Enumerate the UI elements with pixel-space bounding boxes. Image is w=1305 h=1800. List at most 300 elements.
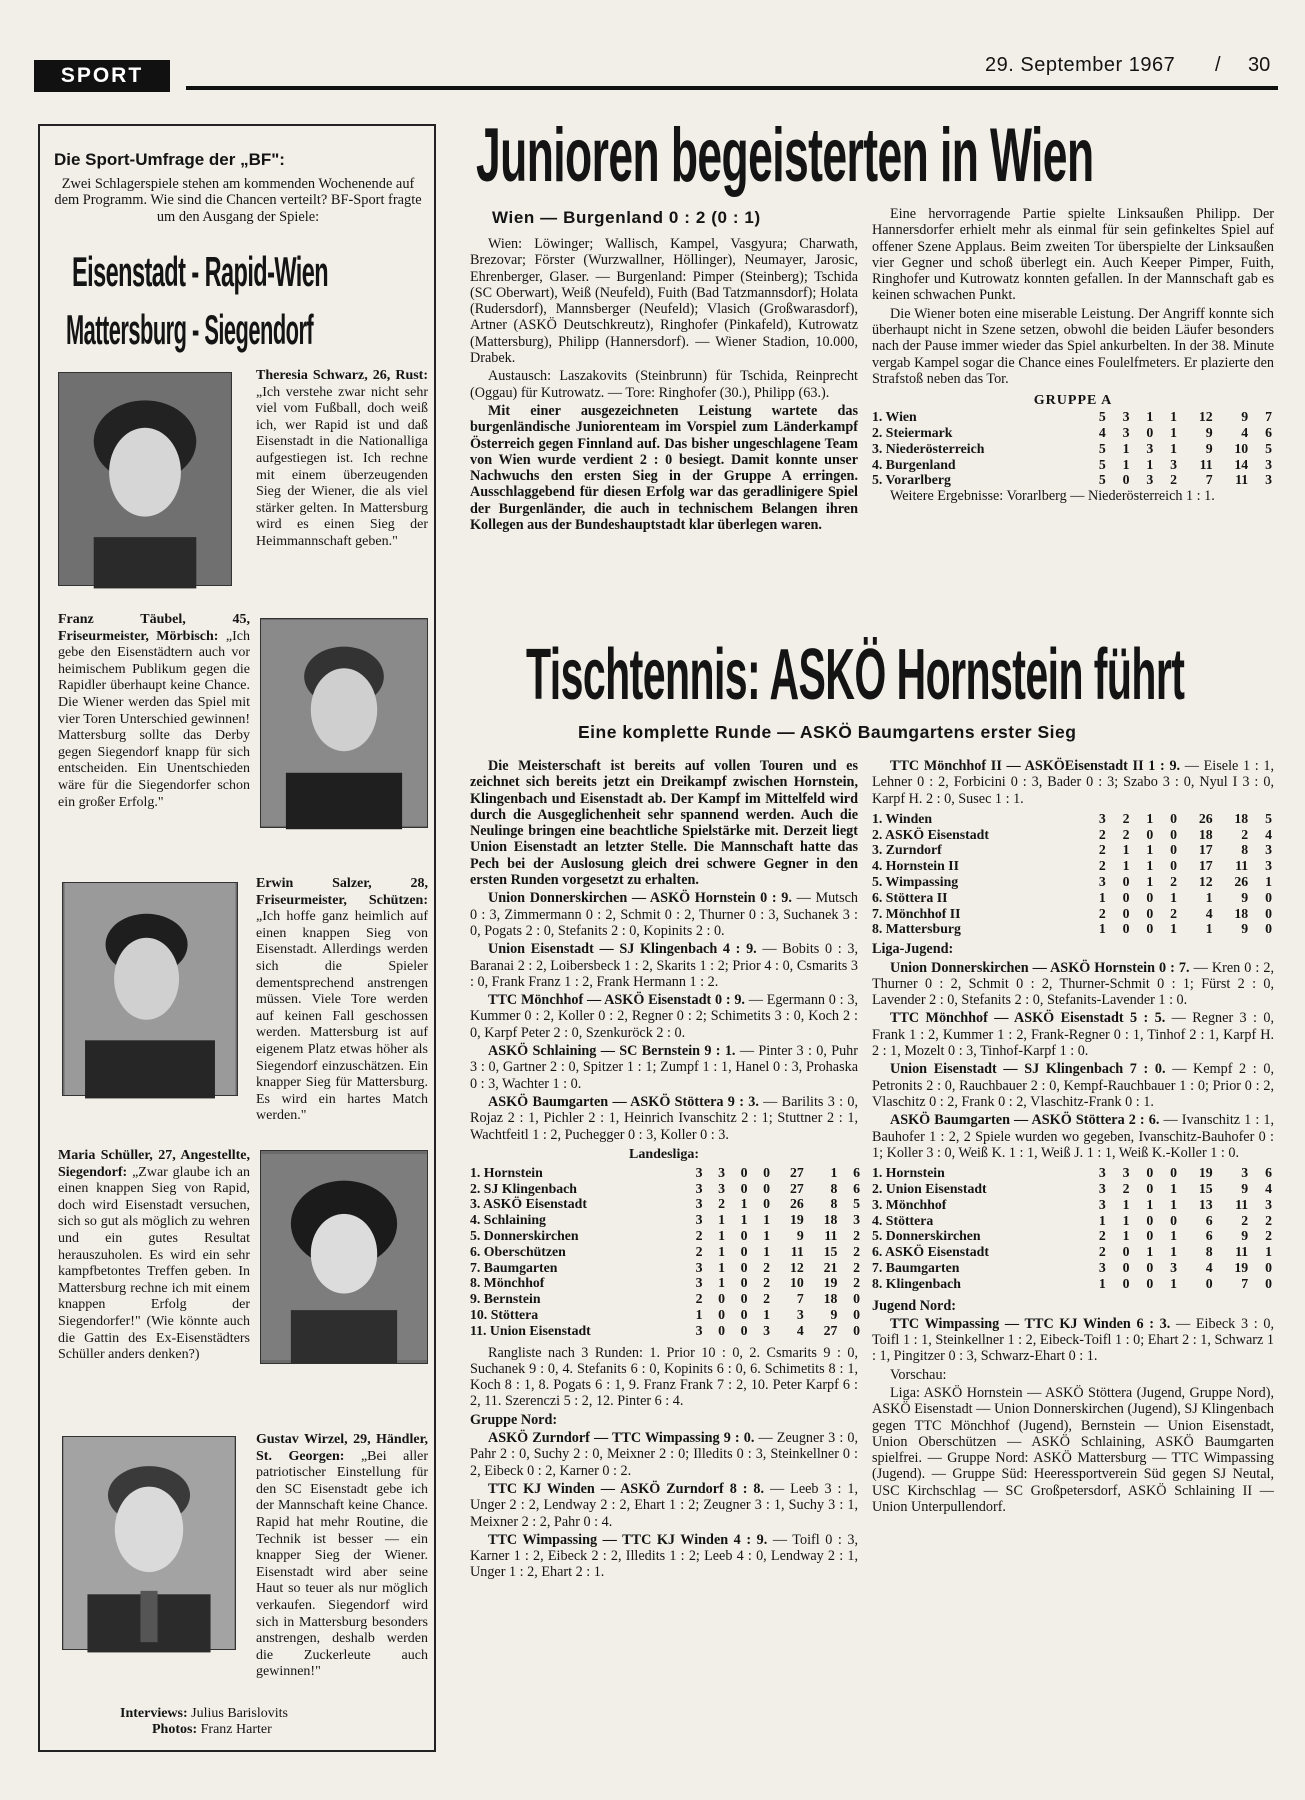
standings-value: 1 — [1170, 1180, 1178, 1196]
match-report — [470, 890, 858, 939]
standings-value: 1 — [1205, 889, 1213, 905]
standings-value: 3 — [763, 1322, 771, 1338]
standings-value: 27 — [789, 1164, 804, 1180]
team-name: 7. Mönchhof II — [872, 905, 961, 921]
standings-value: 5 — [1098, 409, 1106, 425]
standings-value: 9 — [830, 1307, 838, 1322]
standings-value: 1 — [1146, 1244, 1154, 1260]
entry-4-label: Maria Schüller, 27, Angestellte, Siegendorf: — [58, 1148, 250, 1180]
standings-value: 0 — [853, 1322, 860, 1338]
standings-value: 0 — [1265, 889, 1272, 905]
standings-value: 0 — [763, 1180, 771, 1196]
standings-value: 1 — [1146, 858, 1154, 874]
standings-value: 7 — [1241, 1275, 1249, 1291]
photo-gustav-wirzel — [62, 1436, 236, 1650]
gruppe-a-title: GRUPPE A — [1033, 393, 1113, 409]
entry-4 — [58, 1148, 250, 1414]
match-report — [470, 941, 858, 990]
standings-value: 1 — [718, 1212, 726, 1228]
team-name: 2. SJ Klingenbach — [470, 1180, 577, 1196]
standings-value: 3 — [1146, 440, 1154, 456]
team-name: 1. Hornstein — [470, 1164, 543, 1180]
standings-value: 0 — [1146, 1180, 1154, 1196]
standings-value: 8 — [830, 1180, 838, 1196]
standings-value: 1 — [1098, 889, 1106, 905]
match-report — [872, 1112, 1274, 1161]
standings-value: 1 — [1122, 1212, 1130, 1228]
standings-value: 1 — [1098, 1275, 1106, 1291]
standings-row — [872, 441, 1272, 457]
match-text: — Mutsch 0 : 3, Zimmermann 0 : 2, Schmit 0 : 2, Thurner 0 : 3, Suchanek 3 : 0, Pogats 2 : 0, Stefanits 2 : 0, Kopinits 2 : 0. — [470, 890, 859, 939]
standings-value: 1 — [763, 1228, 771, 1244]
tt-rangliste: Rangliste nach 3 Runden: 1. Prior 10 : 0, 2. Csmarits 9 : 0, Suchanek 9 : 0, 4. Stefanits 6 : 0, Kopinits 6 : 0, 6. Schimetits 8 : 1, Koch 8 : 1, 8. Pogats 6 : 1, 9. Franz Frank 7 : 2, 10. Peter Karpf 6 : 2, 11. Szerenczi 5 : 2, 12. Pinter 6 : 4. — [470, 1344, 858, 1410]
standings-value: 2 — [853, 1228, 860, 1244]
match-head: Union Eisenstadt — SJ Klingenbach 4 : 9. — [488, 941, 757, 958]
standings-value: 1 — [1170, 1275, 1178, 1291]
standings-row — [872, 811, 1272, 827]
junioren-weitere: Weitere Ergebnisse: Vorarlberg — Niederösterreich 1 : 1. — [890, 488, 1215, 505]
standings-value: 3 — [1265, 1196, 1272, 1212]
standings-value: 0 — [1146, 921, 1154, 937]
standings-value: 0 — [1122, 889, 1130, 905]
standings-value: 1 — [1265, 1244, 1272, 1260]
team-name: 2. Union Eisenstadt — [872, 1180, 987, 1196]
standings-value: 6 — [1205, 1212, 1213, 1228]
match-head: TTC KJ Winden — ASKÖ Zurndorf 8 : 8. — [488, 1480, 765, 1497]
standings-value: 0 — [1205, 1275, 1213, 1291]
standings-value: 11 — [1199, 456, 1213, 472]
team-name: 3. ASKÖ Eisenstadt — [470, 1196, 587, 1212]
liga-jugend-label: Liga-Jugend: — [872, 941, 954, 958]
standings-value: 2 — [763, 1259, 771, 1275]
standings-value: 3 — [695, 1275, 703, 1291]
standings-value: 5 — [1098, 440, 1106, 456]
match-text: — Regner 3 : 0, Frank 1 : 2, Kummer 1 : 2, Frank-Regner 0 : 1, Tinhof 2 : 1, Karpf H. 2 : 1, Mozelt 0 : 3, Tinhof-Karpf 1 : 0. — [872, 1010, 1274, 1060]
standings-value: 0 — [1146, 1275, 1154, 1291]
standings-value: 1 — [1122, 440, 1130, 456]
standings-row — [872, 472, 1272, 488]
standings-row — [872, 1244, 1272, 1260]
standings-value: 1 — [1170, 1244, 1178, 1260]
team-name: 1. Hornstein — [872, 1165, 945, 1181]
standings-row — [470, 1181, 860, 1197]
standings-value: 1 — [1146, 1196, 1154, 1212]
standings-value: 7 — [796, 1291, 804, 1307]
match-text: — Barilits 3 : 0, Rojaz 2 : 1, Pichler 2 : 1, Heinrich Ivanschitz 2 : 1; Stuttner 2 : 1, Wachtfeitl 1 : 2, Puchegger 0 : 3, Koller 0 : 3. — [470, 1093, 858, 1143]
standings-value: 11 — [1235, 1244, 1249, 1260]
standings-value: 2 — [1170, 472, 1178, 488]
standings-row — [872, 409, 1272, 425]
standings-value: 0 — [1122, 472, 1130, 488]
standings-value: 0 — [1146, 826, 1154, 842]
standings-value: 2 — [1241, 826, 1249, 842]
standings-value: 4 — [1241, 425, 1249, 441]
standings-value: 5 — [1265, 440, 1272, 456]
standings-value: 11 — [1235, 472, 1249, 488]
standings-value: 3 — [796, 1307, 804, 1322]
standings-value: 0 — [1265, 905, 1272, 921]
standings-value: 0 — [718, 1291, 726, 1307]
standings-value: 2 — [853, 1243, 860, 1259]
standings-value: 0 — [1122, 905, 1130, 921]
standings-value: 14 — [1234, 456, 1249, 472]
standings-value: 3 — [695, 1196, 703, 1212]
nord-table — [872, 811, 1272, 937]
junioren-col-1 — [470, 236, 858, 534]
standings-row — [872, 890, 1272, 906]
standings-value: 0 — [1170, 842, 1178, 858]
match-head: Union Donnerskirchen — ASKÖ Hornstein 0 : 9. — [488, 890, 792, 907]
entry-5-text: „Bei aller patriotischer Einstellung für den SC Eisenstadt gebe ich der Mannschaft keine Chance. Rapid hat mehr Routine, die Technik ist besser — ein knapper Sieg der Wiener. Eisenstadt wird aber seine Haut so teuer als nur möglich verkaufen. Siegendorf wird sich in Mattersburg besonders anstrengen, deshalb werden die Zuckerleute auch gewinnen!" — [256, 1448, 429, 1680]
standings-value: 1 — [718, 1228, 726, 1244]
standings-value: 3 — [1098, 1196, 1106, 1212]
standings-value: 3 — [1170, 1259, 1178, 1275]
jugend-nord-match — [872, 1316, 1274, 1365]
standings-value: 0 — [1122, 1244, 1130, 1260]
standings-value: 3 — [1265, 472, 1272, 488]
junioren-headline: Junioren begeisterten in Wien — [476, 113, 1094, 198]
photo-franz-taeubel — [260, 618, 428, 828]
standings-value: 27 — [823, 1322, 838, 1338]
tt-col-1 — [470, 758, 858, 1758]
standings-row — [470, 1244, 860, 1260]
standings-value: 1 — [740, 1196, 748, 1212]
standings-value: 0 — [1122, 921, 1130, 937]
standings-value: 0 — [718, 1307, 726, 1322]
match-report — [470, 1430, 858, 1479]
standings-value: 9 — [1205, 440, 1213, 456]
team-name: 2. ASKÖ Eisenstadt — [872, 826, 989, 842]
standings-value: 6 — [1265, 1165, 1272, 1181]
entry-1-label: Theresia Schwarz, 26, Rust: — [256, 368, 428, 383]
standings-value: 1 — [718, 1259, 726, 1275]
standings-value: 17 — [1198, 842, 1213, 858]
standings-value: 2 — [718, 1196, 726, 1212]
standings-value: 19 — [1234, 1259, 1249, 1275]
match-text: — Bobits 0 : 3, Baranai 2 : 2, Loibersbeck 1 : 2, Skarits 1 : 2; Prior 4 : 0, Csmarits 3 : 0, Frank Franz 1 : 2, Frank Hermann 1 : 2. — [470, 941, 858, 990]
standings-value: 0 — [1146, 1212, 1154, 1228]
standings-row — [872, 1260, 1272, 1276]
standings-value: 1 — [1170, 409, 1178, 425]
entry-4-text: „Zwar glaube ich an einen knappen Sieg von Rapid, doch wird Eisenstadt versuchen, sich so gut als möglich zu wehren und ein gutes Resultat herauszuholen. Es wird ein sehr kampfbetontes Treffen geben. In Mattersburg rechne ich mit einem knappen Erfolg der Siegendorfer!" (Wie könnte auch die Gattin des Ex-Eisenstädters Schüller anders denken?) — [58, 1164, 251, 1363]
standings-value: 11 — [1235, 1196, 1249, 1212]
standings-value: 4 — [1205, 1259, 1213, 1275]
standings-value: 0 — [1170, 810, 1178, 826]
standings-value: 2 — [695, 1243, 703, 1259]
standings-value: 2 — [695, 1228, 703, 1244]
standings-value: 3 — [1170, 456, 1178, 472]
standings-value: 3 — [1122, 425, 1130, 441]
standings-value: 2 — [1098, 826, 1106, 842]
team-name: 4. Hornstein II — [872, 858, 960, 874]
standings-value: 1 — [1146, 409, 1154, 425]
standings-value: 27 — [789, 1180, 804, 1196]
standings-value: 9 — [1241, 921, 1249, 937]
team-name: 5. Donnerskirchen — [470, 1228, 579, 1244]
entry-3 — [256, 876, 428, 1124]
standings-value: 1 — [763, 1243, 771, 1259]
standings-value: 0 — [763, 1164, 771, 1180]
standings-value: 0 — [763, 1196, 771, 1212]
standings-value: 17 — [1198, 858, 1213, 874]
photo-erwin-salzer — [62, 882, 238, 1096]
team-name: 8. Klingenbach — [872, 1275, 961, 1291]
standings-value: 10 — [789, 1275, 804, 1291]
standings-value: 2 — [1098, 1244, 1106, 1260]
standings-value: 3 — [1098, 874, 1106, 890]
standings-row — [470, 1228, 860, 1244]
junioren-col-2 — [872, 206, 1274, 507]
standings-value: 8 — [1241, 842, 1249, 858]
standings-value: 9 — [1205, 425, 1213, 441]
standings-value: 0 — [1146, 905, 1154, 921]
standings-value: 0 — [1170, 826, 1178, 842]
standings-value: 0 — [1170, 1212, 1178, 1228]
match-report — [470, 1532, 858, 1581]
standings-value: 18 — [1234, 810, 1249, 826]
standings-value: 3 — [1098, 1165, 1106, 1181]
standings-value: 3 — [1265, 456, 1272, 472]
standings-value: 1 — [1265, 874, 1272, 890]
entry-2 — [58, 612, 250, 848]
page-number: 30 — [1248, 54, 1271, 76]
standings-value: 7 — [1205, 472, 1213, 488]
standings-value: 4 — [1098, 425, 1106, 441]
standings-value: 0 — [1146, 889, 1154, 905]
standings-value: 0 — [853, 1307, 860, 1322]
header-rule — [186, 86, 1278, 90]
standings-value: 26 — [1234, 874, 1249, 890]
standings-value: 12 — [1198, 409, 1213, 425]
standings-row — [872, 1276, 1272, 1292]
standings-row — [470, 1275, 860, 1291]
standings-value: 15 — [1198, 1180, 1213, 1196]
standings-row — [470, 1291, 860, 1307]
standings-value: 3 — [695, 1164, 703, 1180]
match-text: — Ivanschitz 1 : 1, Bauhofer 1 : 2, 2 Spiele wurden wo gegeben, Ivanschitz-Bauhofer 0 : 1; Koller 3 : 0, Weiß K. 1 : 1, Weiß J. 1 : 1, Weiß K.-Koller 1 : 0. — [872, 1112, 1274, 1161]
standings-value: 1 — [763, 1307, 771, 1322]
standings-value: 2 — [853, 1259, 860, 1275]
standings-value: 1 — [1122, 858, 1130, 874]
entry-2-label: Franz Täubel, 45, Friseurmeister, Mörbisch: — [58, 612, 250, 644]
match-head: TTC Wimpassing — TTC KJ Winden 4 : 9. — [488, 1531, 768, 1548]
tt-intro: Die Meisterschaft ist bereits auf vollen Touren und es zeichnet sich bereits jetzt ein Dreikampf zwischen Hornstein, Klingenbach und Eisenstadt ab. Der Kampf im Mittelfeld wird durch die Ausgeglichenheit sehr spannend werden. Auch die Neulinge bringen eine beachtliche Spielstärke mit. Derzeit liegt Union Eisenstadt an letzter Stelle. Die Mannschaft hatte das Pech bei der Auslosung gleich drei schwere Gegner in den ersten Runden vorgesetzt zu erhalten. — [470, 758, 858, 889]
standings-value: 2 — [1122, 810, 1130, 826]
jugend-table — [872, 1165, 1272, 1291]
standings-value: 15 — [823, 1243, 838, 1259]
team-name: 10. Stöttera — [470, 1307, 539, 1322]
standings-value: 18 — [823, 1291, 838, 1307]
team-name: 7. Baumgarten — [470, 1259, 558, 1275]
standings-value: 0 — [740, 1259, 748, 1275]
standings-value: 9 — [1241, 409, 1249, 425]
photo-maria-schueller — [260, 1150, 428, 1364]
tt-gruppe-nord-label: Gruppe Nord: — [470, 1411, 558, 1428]
standings-value: 3 — [1098, 1259, 1106, 1275]
standings-value: 0 — [1146, 1228, 1154, 1244]
standings-value: 0 — [1170, 858, 1178, 874]
team-name: 9. Bernstein — [470, 1291, 541, 1307]
standings-value: 1 — [1170, 921, 1178, 937]
credits — [120, 1706, 420, 1738]
standings-value: 2 — [1098, 1228, 1106, 1244]
standings-value: 1 — [718, 1275, 726, 1291]
standings-value: 2 — [1098, 905, 1106, 921]
team-name: 6. Stöttera II — [872, 889, 948, 905]
standings-value: 0 — [1170, 1165, 1178, 1181]
standings-value: 5 — [1265, 810, 1272, 826]
standings-value: 9 — [796, 1228, 804, 1244]
standings-value: 8 — [830, 1196, 838, 1212]
standings-value: 1 — [1170, 889, 1178, 905]
tischtennis-headline: Tischtennis: ASKÖ Hornstein führt — [526, 635, 1185, 715]
standings-value: 26 — [1198, 810, 1213, 826]
standings-value: 2 — [1265, 1228, 1272, 1244]
standings-value: 1 — [1146, 842, 1154, 858]
team-name: 2. Steiermark — [872, 425, 953, 441]
standings-value: 1 — [1146, 874, 1154, 890]
standings-value: 1 — [1170, 1228, 1178, 1244]
standings-value: 18 — [1234, 905, 1249, 921]
standings-value: 1 — [763, 1212, 771, 1228]
team-name: 8. Mönchhof — [470, 1275, 545, 1291]
standings-value: 10 — [1234, 440, 1249, 456]
standings-value: 0 — [1146, 1259, 1154, 1275]
standings-value: 1 — [830, 1164, 838, 1180]
umfrage-intro: Zwei Schlagerspiele stehen am kommenden Wochenende auf dem Programm. Wie sind die Chancen verteilt? BF-Sport fragte um den Ausgang der Spiele: — [54, 176, 422, 225]
header-separator: / — [1215, 54, 1221, 76]
standings-value: 4 — [1265, 1180, 1272, 1196]
umfrage-headline-1: Eisenstadt - Rapid-Wien — [72, 248, 329, 295]
standings-value: 1 — [740, 1212, 748, 1228]
standings-value: 2 — [853, 1275, 860, 1291]
standings-value: 3 — [1241, 1165, 1249, 1181]
standings-value: 4 — [1205, 905, 1213, 921]
credit-value: Franz Harter — [200, 1722, 272, 1737]
match-text: — Eisele 1 : 1, Lehner 0 : 2, Forbicini 0 : 3, Bader 0 : 3; Szabo 3 : 0, Nyul I 3 : 0, Karpf H. 2 : 0, Susec 1 : 1. — [872, 758, 1275, 807]
standings-row — [872, 858, 1272, 874]
standings-row — [872, 906, 1272, 922]
standings-value: 1 — [1170, 425, 1178, 441]
junioren-lineups: Wien: Löwinger; Wallisch, Kampel, Vasgyura; Charwath, Brezovar; Förster (Wurzwallner, Höllinger), Neumayer, Jarosic, Ehrenberger, Glaser. — Burgenland: Pimper (Steinberg); Tschida (SC Oberwart), Weiß (Neufeld), Fuith (Bad Tatzmannsdorf); Holata (Rudersdorf), Mannsberger (Neufeld); Vlasich (Großwarasdorf), Artner (ASKÖ Deutschkreutz), Ringhofer (Pinkafeld), Kutrowatz (Mattersburg), Philipp (Hannersdorf). — Wiener Stadion, 10.000, Drabek. — [470, 236, 858, 367]
standings-row — [470, 1196, 860, 1212]
standings-row — [872, 1181, 1272, 1197]
team-name: 5. Wimpassing — [872, 874, 959, 890]
standings-value: 0 — [1146, 425, 1154, 441]
standings-value: 1 — [1098, 1212, 1106, 1228]
standings-value: 0 — [740, 1180, 748, 1196]
match-head: ASKÖ Baumgarten — ASKÖ Stöttera 9 : 3. — [488, 1093, 759, 1110]
standings-value: 18 — [1198, 826, 1213, 842]
standings-value: 1 — [1146, 456, 1154, 472]
standings-value: 3 — [1122, 1165, 1130, 1181]
standings-value: 1 — [695, 1307, 703, 1322]
team-name: 5. Donnerskirchen — [872, 1228, 981, 1244]
match-text: — Toifl 0 : 3, Karner 1 : 2, Eibeck 2 : 2, Illedits 1 : 2; Leeb 4 : 0, Lendway 2 : 1, Unger 1 : 2, Ehart 2 : 1. — [470, 1531, 859, 1581]
match-report — [470, 1094, 858, 1143]
standings-value: 11 — [824, 1228, 838, 1244]
standings-value: 5 — [853, 1196, 860, 1212]
standings-value: 3 — [1098, 1180, 1106, 1196]
umfrage-headline-2: Mattersburg - Siegendorf — [66, 306, 314, 353]
standings-value: 9 — [1241, 889, 1249, 905]
entry-3-text: „Ich hoffe ganz heimlich auf einen knappen Sieg von Eisenstadt. Allerdings werden sich die Spieler dementsprechend anstrengen müssen. Viele Tore werden auf keinen Fall geschossen werden. Mattersburg ist auf eigenem Platz etwas höher als Siegendorf einzuschätzen. Ein knapper Sieg für Mattersburg. Es wird ein hartes Match werden." — [256, 909, 428, 1124]
standings-row — [872, 1213, 1272, 1229]
standings-value: 0 — [740, 1307, 748, 1322]
standings-value: 0 — [740, 1228, 748, 1244]
tischtennis-subhead: Eine komplette Runde — ASKÖ Baumgartens erster Sieg — [578, 722, 1077, 742]
match-report — [470, 992, 858, 1041]
standings-row — [872, 425, 1272, 441]
standings-value: 3 — [853, 1212, 860, 1228]
section-label: SPORT — [34, 60, 170, 92]
standings-value: 0 — [1146, 1165, 1154, 1181]
standings-value: 19 — [1198, 1165, 1213, 1181]
standings-value: 1 — [1170, 440, 1178, 456]
standings-value: 0 — [718, 1322, 726, 1338]
team-name: 4. Burgenland — [872, 456, 956, 472]
standings-value: 2 — [1122, 826, 1130, 842]
match-head: ASKÖ Zurndorf — TTC Wimpassing 9 : 0. — [488, 1430, 755, 1447]
standings-row — [872, 874, 1272, 890]
standings-value: 6 — [1205, 1228, 1213, 1244]
match-text: — Pinter 3 : 0, Puhr 3 : 0, Gartner 2 : 0, Spitzer 1 : 1; Zumpf 1 : 1, Hanel 0 : 3, Prohaska 0 : 3, Wachter 1 : 0. — [470, 1043, 859, 1092]
standings-value: 0 — [853, 1291, 860, 1307]
jugend-nord-label: Jugend Nord: — [872, 1297, 956, 1314]
standings-value: 11 — [1235, 858, 1249, 874]
standings-value: 6 — [853, 1164, 860, 1180]
standings-value: 0 — [740, 1291, 748, 1307]
standings-value: 1 — [1205, 921, 1213, 937]
standings-value: 7 — [1265, 409, 1272, 425]
match-text: — Kren 0 : 2, Thurner 0 : 2, Schmit 0 : 2, Thurner-Schmit 0 : 1; Fürst 2 : 0, Lavender 2 : 0, Stefanits 2 : 0, Stefanits-Lavender 1 : 0. — [872, 959, 1275, 1009]
standings-value: 12 — [789, 1259, 804, 1275]
junioren-p5: Die Wiener boten eine miserable Leistung. Der Angriff konnte sich überhaupt nicht in Szene setzen, obwohl die beiden Läufer besonders nach der Pause immer wieder das Spiel ankurbelten. In der 38. Minute vergab Kampel sogar die Chance eines Foulelfmeters. Er plazierte den Strafstoß neben das Tor. — [872, 305, 1274, 387]
standings-value: 3 — [695, 1212, 703, 1228]
standings-value: 2 — [1098, 858, 1106, 874]
junioren-p4: Eine hervorragende Partie spielte Linksaußen Philipp. Der Hannersdorfer erhielt mehr als einmal für sein gefinkeltes Spiel auf offener Szene Applaus. Beim zweiten Tor überspielte der Linksaußen vier Gegner und schoß überlegt ein. Auch Keeper Pimper, Fuith, Ringhofer und Kutrowatz konnten gefallen. In der Mannschaft gab es keinen schwachen Punkt. — [872, 206, 1274, 304]
standings-row — [470, 1165, 860, 1181]
issue-date: 29. September 1967 — [985, 54, 1176, 76]
team-name: 4. Schlaining — [470, 1212, 546, 1228]
team-name: 11. Union Eisenstadt — [470, 1322, 591, 1338]
umfrage-kicker: Die Sport-Umfrage der „BF": — [54, 150, 285, 169]
junioren-score-line: Wien — Burgenland 0 : 2 (0 : 1) — [492, 208, 761, 227]
standings-value: 5 — [1098, 456, 1106, 472]
junioren-austausch: Austausch: Laszakovits (Steinbrunn) für Tschida, Reinprecht (Oggau) für Kutrowatz. — Tore: Ringhofer (30.), Philipp (63.). — [470, 368, 858, 401]
standings-value: 26 — [789, 1196, 804, 1212]
match-head: Union Eisenstadt — SJ Klingenbach 7 : 0. — [890, 1061, 1166, 1078]
standings-value: 2 — [1122, 1180, 1130, 1196]
standings-value: 3 — [1265, 858, 1272, 874]
standings-value: 1 — [1122, 1228, 1130, 1244]
standings-value: 12 — [1198, 874, 1213, 890]
standings-row — [470, 1212, 860, 1228]
standings-value: 0 — [740, 1243, 748, 1259]
entry-3-label: Erwin Salzer, 28, Friseurmeister, Schützen: — [256, 876, 428, 908]
standings-value: 2 — [763, 1291, 771, 1307]
standings-value: 0 — [1122, 1275, 1130, 1291]
match-text: — Egermann 0 : 3, Kummer 0 : 2, Koller 0 : 2, Regner 0 : 2; Schimetits 3 : 0, Koch 2 : 0, Karpf Peter 2 : 0, Szenkuröck 2 : 0. — [470, 992, 858, 1041]
standings-row — [872, 842, 1272, 858]
standings-value: 2 — [1170, 905, 1178, 921]
standings-value: 4 — [796, 1322, 804, 1338]
standings-value: 0 — [740, 1164, 748, 1180]
match-report — [470, 1481, 858, 1530]
team-name: 1. Winden — [872, 810, 933, 826]
entry-5 — [256, 1432, 428, 1690]
standings-row — [872, 921, 1272, 937]
